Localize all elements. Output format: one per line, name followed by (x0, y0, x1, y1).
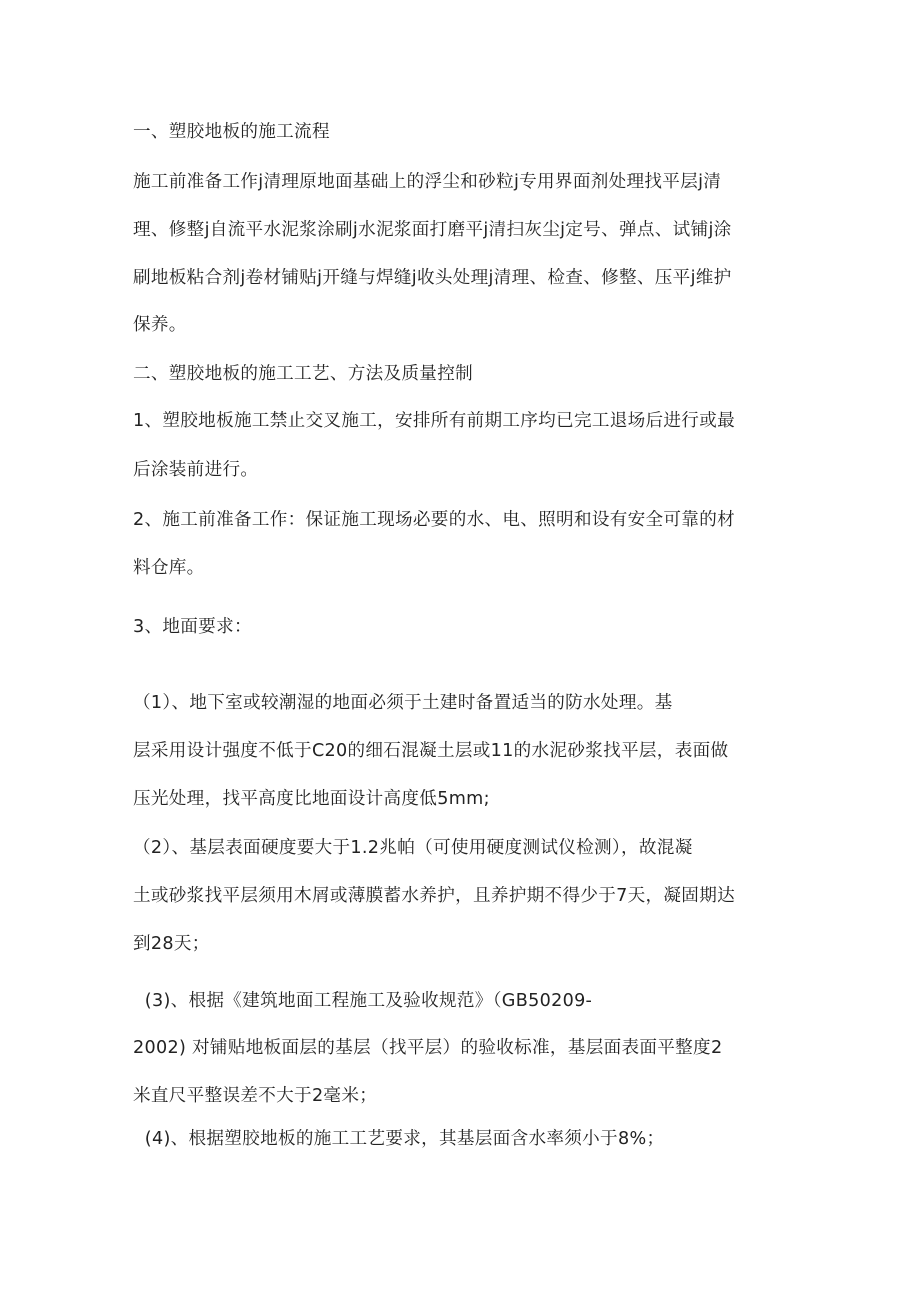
section-heading-1: 一、塑胶地板的施工流程 (133, 122, 330, 142)
section-heading-2: 二、塑胶地板的施工工艺、方法及质量控制 (133, 364, 473, 384)
subitem-2-line: 土或砂浆找平层须用木屑或薄膜蓄水养护，且养护期不得少于7天，凝固期达 (133, 886, 735, 906)
subitem-3-line: 米直尺平整误差不大于2毫米； (133, 1086, 378, 1106)
subitem-4-line: (4)、根据塑胶地板的施工工艺要求，其基层面含水率须小于8%； (133, 1129, 665, 1149)
paragraph-line: 施工前准备工作j清理原地面基础上的浮尘和砂粒j专用界面剂处理找平层j清 (133, 172, 722, 192)
subitem-3-line: 2002) 对铺贴地板面层的基层（找平层）的验收标准，基层面表面平整度2 (133, 1038, 723, 1058)
item-2-line: 料仓库。 (133, 558, 205, 578)
subitem-2-line: 到28天； (133, 934, 210, 954)
item-1-line: 1、塑胶地板施工禁止交叉施工，安排所有前期工序均已完工退场后进行或最 (133, 411, 735, 431)
subitem-3-line: (3)、根据《建筑地面工程施工及验收规范》（GB50209- (133, 991, 593, 1011)
item-2-line: 2、施工前准备工作：保证施工现场必要的水、电、照明和设有安全可靠的材 (133, 510, 735, 530)
item-3-heading: 3、地面要求： (133, 617, 252, 637)
paragraph-line: 保养。 (133, 315, 187, 335)
subitem-1-line: 层采用设计强度不低于C20的细石混凝土层或11的水泥砂浆找平层，表面做 (133, 741, 729, 761)
paragraph-line: 刷地板粘合剂j卷材铺贴j开缝与焊缝j收头处理j清理、检查、修整、压平j维护 (133, 268, 732, 288)
subitem-2-line: （2）、基层表面硬度要大于1.2兆帕（可使用硬度测试仪检测），故混凝 (133, 838, 693, 858)
paragraph-line: 理、修整j自流平水泥浆涂刷j水泥浆面打磨平j清扫灰尘j定号、弹点、试铺j涂 (133, 220, 732, 240)
item-1-line: 后涂装前进行。 (133, 460, 259, 480)
subitem-1-line: （1）、地下室或较潮湿的地面必须于土建时备置适当的防水处理。基 (133, 693, 673, 713)
subitem-1-line: 压光处理，找平高度比地面设计高度低5mm; (133, 789, 490, 809)
